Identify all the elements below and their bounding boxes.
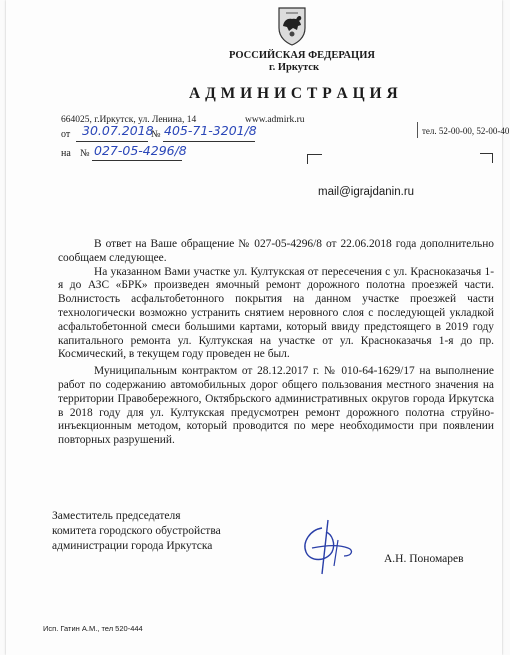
paragraph-2: На указанном Вами участке ул. Култукская от пересечения с ул. Красноказачья 1-я до АЗС «БРК» произведен ямочный ремонт дорожного полотна проезжей части. Волнистость асфальтобетонного покрытия на данном участке проезжей части технологически возможно устранить снятием неровного слоя с последующей укладкой асфальтобетонной смеси большими картами, который ввиду предстоящего в 2019 году капитального ремонта ул. Култукская на участке от ул. Красноказачья 1-я до пр. Космический, в текущем году проведен не был.: [58, 265, 494, 361]
handwritten-outgoing-number: 405-71-3201/8: [164, 123, 257, 138]
executor-info: Исп. Гатин А.М., тел 520-444: [43, 624, 143, 633]
ref-number-sign: №: [80, 148, 90, 159]
number-sign: №: [151, 129, 161, 140]
city-name: г. Иркутск: [269, 62, 319, 73]
ref-underline: [92, 160, 182, 161]
paragraph-1: В ответ на Ваше обращение № 027-05-4296/8 от 22.06.2018 года дополнительно сообщаем следующее.: [58, 238, 494, 264]
country-name: РОССИЙСКАЯ ФЕДЕРАЦИЯ: [229, 50, 375, 61]
sender-website: www.admirk.ru: [245, 115, 305, 125]
paragraph-3: Муниципальным контрактом от 28.12.2017 г. № 010-64-1629/17 на выполнение работ по содержанию автомобильных дорог общего пользования местного значения на территории Правобережного, Октябрьского административных округов города Иркутска в 2018 году для ул. Култукская предусмотрен ремонт дорожного полотна струйно-инъекционным методом, который проводится по мере необходимости при появлении повторных разрушений.: [58, 365, 494, 447]
date-label: от: [61, 129, 71, 140]
recipient-email: mail@igrajdanin.ru: [318, 186, 415, 198]
date-underline: [76, 141, 148, 142]
organization-title: А Д М И Н И С Т Р А Ц И Я: [189, 85, 399, 102]
handwritten-signature: [292, 518, 360, 576]
signatory-title-line-1: Заместитель председателя: [52, 510, 181, 522]
header-divider: [417, 122, 418, 138]
ref-label: на: [61, 148, 71, 159]
addressee-bracket-left: [307, 154, 322, 164]
addressee-bracket-right: [480, 153, 493, 163]
sender-phone: тел. 52-00-00, 52-00-40: [422, 126, 510, 136]
sender-address: 664025, г.Иркутск, ул. Ленина, 14: [61, 115, 197, 125]
letter-body: [58, 238, 494, 448]
number-underline: [163, 141, 255, 142]
irkutsk-coat-of-arms-icon: [277, 6, 307, 46]
signatory-title-line-3: администрации города Иркутска: [52, 540, 213, 552]
signatory-title-line-2: комитета городского обустройства: [52, 525, 221, 537]
handwritten-ref-number: 027-05-4296/8: [94, 143, 187, 158]
handwritten-date: 30.07.2018: [82, 123, 154, 138]
signatory-name: А.Н. Пономарев: [384, 553, 464, 565]
